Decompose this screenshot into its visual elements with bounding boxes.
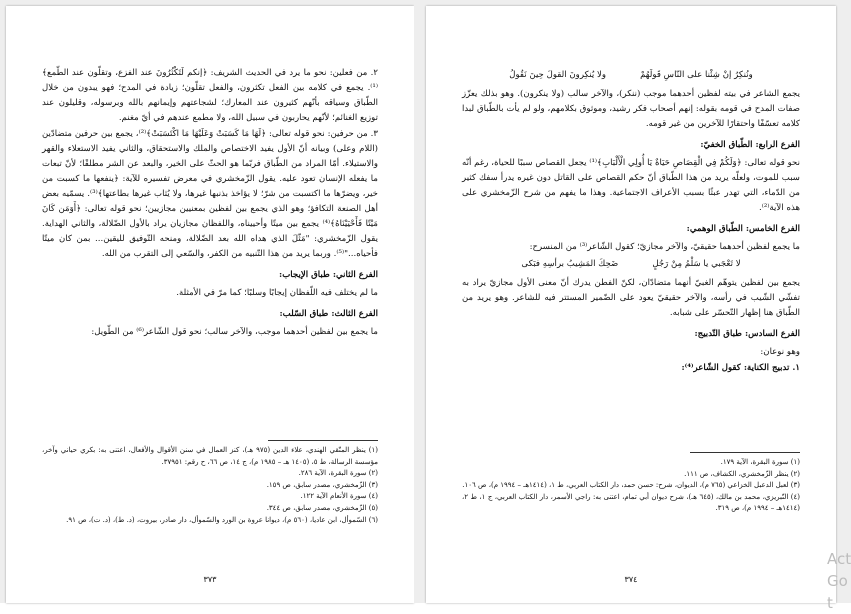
paragraph: ما يجمع لفظين أحدهما حقيقيّ، والآخر مجازيّ؛ كقول الشّاعر⁽³⁾ من المنسرح:	[529, 242, 800, 252]
footnotes	[462, 457, 800, 515]
footnote: (٦) السّموأل، ابن عاديا، (٥٦٠ م)، ديوانا عروة بن الورد والسّموأل، دار صادر، بيروت، (د. ط)، (د. ت)، ص ٩١.	[66, 515, 378, 524]
footnote: (٤) التّبريزي، محمد بن مالك، (٦٤٥ هـ)، شرح ديوان أبي تمام، اعتنى به: راجي الأسمر، دار الكتاب العربي، ج ١، ط ٢، (١٤١٤هـ – ١٩٩٤ م)، ص ٣١٩.	[462, 492, 800, 513]
poem-verse	[462, 257, 800, 272]
page-gutter	[414, 0, 426, 603]
page-body	[462, 66, 800, 376]
page-number: ٣٧٤	[624, 575, 638, 584]
footnote: (٤) سورة الأنعام الآية ١٢٢.	[300, 492, 378, 501]
page-body	[42, 66, 378, 340]
footnote: (٥) الزّمخشري، مصدر سابق، ص ٣٤٤.	[266, 503, 378, 512]
watermark-line: Go t	[827, 572, 848, 612]
footnote: (٢) سورة البقرة، الآية ٢٨٦.	[298, 469, 378, 478]
section-heading-positive: الفرع الثاني: طباق الإيجاب:	[279, 270, 378, 280]
paragraph: وهو نوعان:	[760, 347, 800, 357]
verse-hemistich: لا تَعْجَبي يا سَلْمُ مِنْ رَجُلٍ	[652, 259, 741, 269]
verse-hemistich: ونُنكِرُ إنْ شِئْنا على النّاسِ قَولَهُمْ	[640, 70, 753, 80]
paragraph: ما يجمع بين لفظين أحدهما موجب، والآخر سالب؛ نحو قول الشّاعر⁽⁶⁾ من الطّويل:	[91, 327, 378, 337]
poem-verse	[462, 68, 800, 83]
page-number: ٣٧٣	[203, 575, 217, 584]
paragraph: نحو قوله تعالى: ﴿وَلَكُمْ فِي الْقِصَاصِ حَيَاةٌ يَا أُولِي الْأَلْبَابِ﴾⁽¹⁾ يجعل القصاص سببًا للحياة، رغم أنّه سبب للموت، ولعلّه يريد من هذا الطّباق أنّ حكم القصاص على القاتل دون غيره يدرأ سفك كثير من الدّماء، التي تهدر عبثًا بسبب الأعراف الاجتماعية. وهذا ما يفهم من شرح الزّمخشري على هذه الآية⁽²⁾.	[462, 158, 800, 213]
footnote: (٣) الزّمخشري، مصدر سابق، ص ١٥٩.	[266, 480, 378, 489]
verse-hemistich: ضَحِكَ المَشِيبُ برأسِهِ فبَكى	[521, 259, 619, 269]
footnote: (١) سورة البقرة، الآية ١٧٩.	[720, 458, 800, 466]
paragraph: يجمع الشاعر في بيته لفظين أحدهما موجب (ننكر)، والآخر سالب (ولا ينكرون). وهو بذلك يعزّز صفات المدح في قومه بقوله: إنهم أصحاب فكر رشيد، وموثوق بكلامهم، ولو لم يأت بالطّباق لبدا كلامه تعسّفًا واحتقارًا للآخرين من غير قومه.	[462, 89, 800, 129]
section-heading-negative: الفرع الثالث: طباق السّلب:	[279, 309, 378, 319]
footnote: (١) ينظر المتّقي الهندي، علاء الدين (٩٧٥ هـ)، كنز العمال في سنن الأقوال والأفعال، اعتنى به: بكري حياني وآخر، مؤسسة الرسالة، ط ٥، (١٤٠٥ هـ – ١٩٨٥ م)، ج ١٤، ص ٦٦، ح رقم: ٣٧٩٥١.	[42, 446, 379, 466]
footnote: (٣) لعبل الدعبل الخزاعي (٧٦٥ م)، الديوان، شرح: حسن حمد، دار الكتاب العربي، ط ١، (١٤١٤هـ – ١٩٩٤ م)، ص ١٠٦.	[462, 481, 800, 490]
footnote-rule	[690, 452, 800, 453]
footnotes	[42, 445, 378, 526]
page-374	[426, 6, 836, 603]
paragraph: ٣. من حرفين: نحو قوله تعالى: ﴿لَهَا مَا كَسَبَتْ وَعَلَيْهَا مَا اكْتَسَبَتْ﴾⁽²⁾، يجمع بين حرفين متضادّين (اللام وعلى) وبيانه أنّ الأول يفيد الاختصاص والملك والاستحقاق، والثاني يفيد الاستعلاء والقهر والاستيلاء. أمّا المراد من الطّباق فربّما هو الحثّ على الخير، والبعد عن الشر مطلقًا؛ لأنّ تبعات ما يفعله الإنسان تعود عليه. يقول الزّمخشري في معرض تفسيره للآية: ﴿ينفعها ما كسبت من خير، ويضرّها ما اكتسبت من شرّ؛ لا يؤاخذ بذنبها غيرها، ولا يُثاب غيرها بطاعتها﴾⁽³⁾. يسمّيه بعض أهل الصنعة التكافؤ؛ وهو الذي يجمع بين لفظين بمعنيين مجازيين؛ نحو قوله تعالى: ﴿أَوَمَن كَانَ مَيْتًا فَأَحْيَيْنَاهُ﴾⁽⁴⁾ يجمع بين ميتًا وأحييناه، واللفظان مجازيان يراد بالأول الضّلالة، والثاني الهداية. يقول الزّمخشري: "مَثّلَ الذي هداه الله بعد الضّلالة، ومنحه التّوفيق لليقين... بمن كان ميتًا فأحياه..."⁽⁵⁾. وربما يريد من هذا التّنبيه من الكفر، والسّعي إلى التقرب من الله.	[42, 129, 379, 259]
paragraph: يجمع بين لفظين يتوهّم الغبيّ أنهما متضادّان، لكنّ الفطن يدرك أنّ معنى الأول مجازيّ يراد به تفشّي الشّيب في رأسه، والآخر حقيقيّ يعود على الضّمير المستتر فيه للشاعر. وهو يريد من الطّباق هنا إظهار التّحسّر على شبابه.	[462, 278, 800, 318]
footnote-rule	[268, 440, 378, 441]
footnote: (٢) ينظر الزّمخشري، الكشاف، ص ١١١.	[684, 469, 800, 478]
section-heading-illusory: الفرع الخامس: الطّباق الوهمي:	[686, 224, 800, 234]
paragraph: ١. تدبيج الكناية: كقول الشّاعر⁽⁴⁾:	[681, 363, 800, 373]
verse-hemistich: ولا يُنكِرونَ القولَ حِينَ نَقُولُ	[509, 70, 607, 80]
section-heading-hidden: الفرع الرابع: الطّباق الخفيّ:	[700, 140, 800, 150]
watermark-line: Act	[827, 550, 851, 568]
section-heading-embellish: الفرع السادس: طباق التّدبيج:	[694, 329, 800, 339]
paragraph: ٢. من فعلين: نحو ما يرد في الحديث الشريف: ﴿إنكم لَتَكْثُرُونَ عند الفزع، وتقلّون عند الطّمع﴾⁽¹⁾. يجمع في كلامه بين الفعل تكثرون، والفعل تقلّون؛ زيادة في المدح؛ فهو يبدون من خلال الطّباق وسياقه بأنّهم كثيرون عند المعارك؛ لشجاعتهم وإيمانهم بالله وبرسوله، وقليلون عند توزيع الغنائم؛ لأنّهم يحاربون في سبيل الله، ولا مطمع عندهم في أيّ مغنم.	[42, 68, 378, 123]
page-373	[6, 6, 414, 603]
activation-watermark	[827, 548, 851, 612]
paragraph: ما لم يختلف فيه اللّفظان إيجابًا وسلبًا؛ كما مرّ في الأمثلة.	[176, 288, 378, 298]
